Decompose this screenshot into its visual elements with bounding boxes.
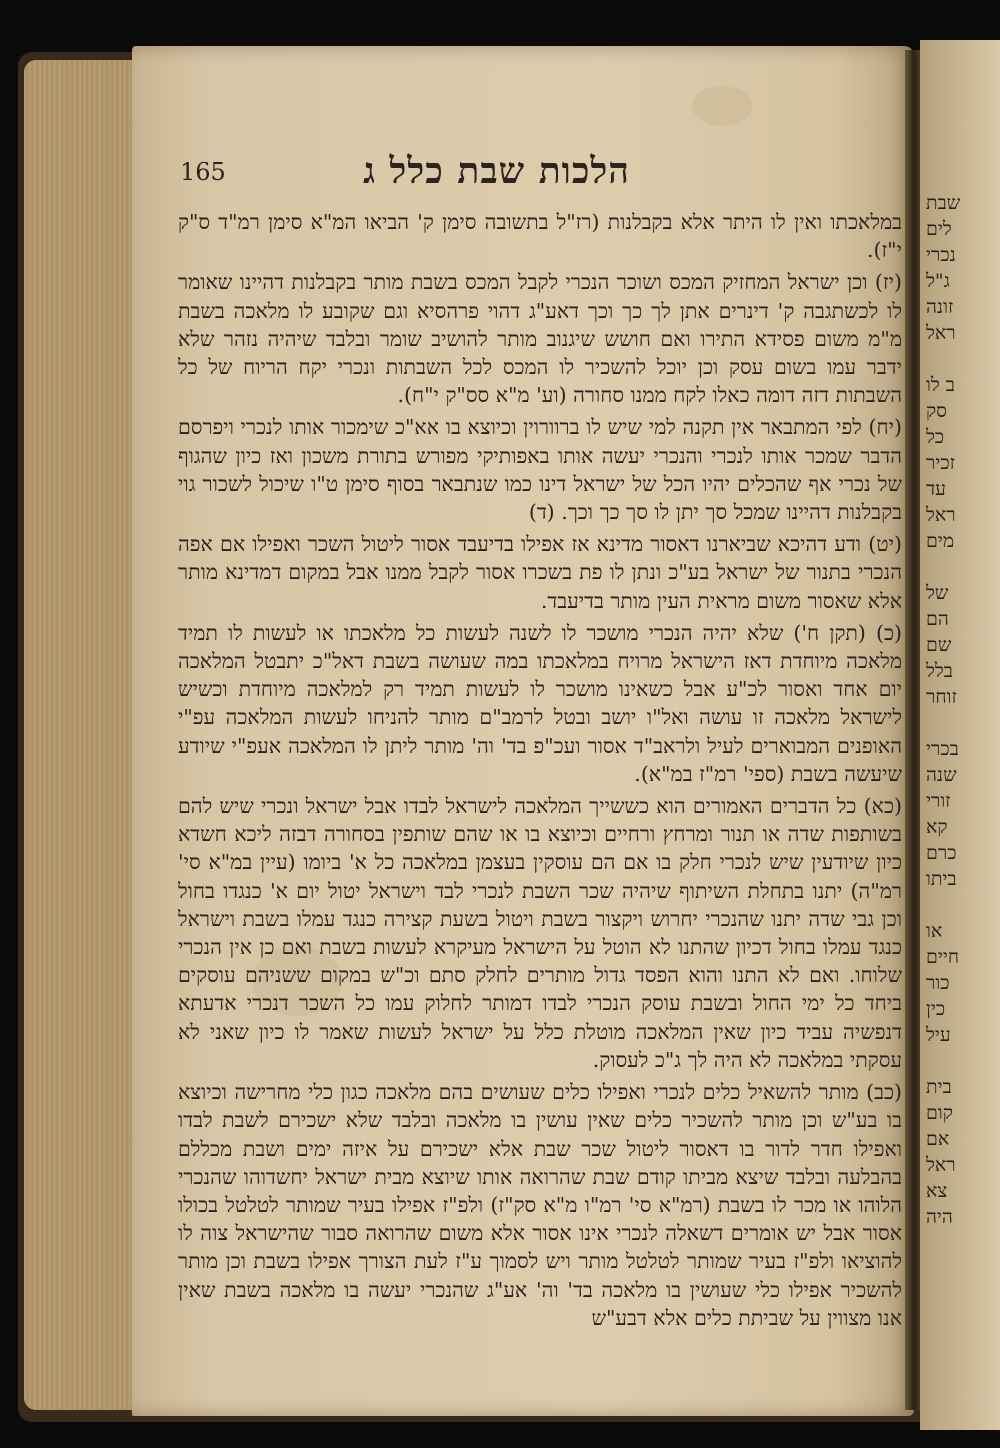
paragraph-19: (יט) ודע דהיכא שביארנו דאסור מדינא אז אפילו בדיעבד אסור ליטול השכר ואפילו אם אפה הנכרי בתנור של ישראל בע"כ ונתן לו פת בשכרו אסור לקבל ממנו אבל במקום דמדינא מותר אלא שאסור משום מראית העין מותר בדיעבד. [178,532,902,613]
adjacent-page-fragment: שנה [926,764,957,786]
adjacent-page-fragment [920,554,1000,580]
running-title: הלכות שבת כלל ג [363,150,630,192]
adjacent-page-fragment [920,1048,1000,1074]
adjacent-page-fragment: עד [926,478,946,500]
adjacent-page-fragment: סק [926,400,947,422]
scan-background [0,0,1000,40]
adjacent-page-fragment: אם [926,1128,950,1150]
adjacent-page-fragment: קום [926,1102,953,1124]
adjacent-page [920,40,1000,1430]
paragraph-22: (כב) מותר להשאיל כלים לנכרי ואפילו כלים שעושים בהם מלאכה כגון כלי מחרישה וכיוצא בו בע"ש וכן מותר להשכיר כלים שאין עושין בו מלאכה ובלבד שלא ישכירם לשבת לבדו ואפילו חדר לדור בו דאסור ליטול שכר שבת אלא ישכירם על איזה ימים ושבת מכללם בהבלעה ובלבד שיצא מביתו קודם שבת שהרואה אותו שיוצא מבית ישראל יחשדוהו שהנכרי הלוהו או מכר לו בשבת (רמ"א סי' רמ"ו מ"א סק"ז) ולפ"ז אפילו בעיר שמותר לטלטל בכולו אסור אבל יש אומרים דשאלה לנכרי אינו אסור אלא משום שהרואה סבור שהישראל צוה לו להוציאו ולפ"ז בעיר שמותר לטלטל מותר ויש לסמוך ע"ז לעת הצורך אפילו בשבת וכן מותר להשכיר אפילו כלי שעושין בו מלאכה בד' וה' אע"ג שהנכרי יעשה בו מלאכה בשבת שאין אנו מצווין על שביתת כלים אלא דבע"ש [178,1080,902,1330]
adjacent-page-fragment [920,892,1000,918]
page-header [180,150,880,200]
adjacent-page-fragment: ראל [926,1154,956,1176]
adjacent-page-fragment: שם [926,634,952,656]
body-text [178,208,902,1336]
adjacent-page-fragment: שבת [926,192,961,214]
paper-stain [692,86,752,126]
adjacent-page-fragment: הם [926,608,949,630]
adjacent-page-fragment: ראל [926,322,956,344]
adjacent-page-fragment: מים [926,530,955,552]
adjacent-page-text [920,40,1000,1230]
adjacent-page-fragment: זוחר [926,686,957,708]
adjacent-page-fragment: כל [926,426,945,448]
adjacent-page-fragment: בכרי [926,738,959,760]
paragraph-18: (יח) לפי המתבאר אין תקנה למי שיש לו ברוורוין וכיוצא בו אא"כ שימכור אותו לנכרי ויפרסם הדבר שמכר אותו לנכרי והנכרי יעשה אותו באפותיקי מפורש בתורת משכון ואז כיון שהגוף של נכרי אף שהכלים יהיו הכל של ישראל דינו כמו שנתבאר בסוף סימן ט"ו שיכול לשכור גוי בקבלנות דהיינו שמכל סך יתן לו סך כך וכך. (ד) [178,415,902,525]
adjacent-page-fragment: בית [926,1076,952,1098]
adjacent-page-fragment: ג"ל [926,270,950,292]
adjacent-page-fragment: כרם [926,842,957,864]
paragraph-21: (כא) כל הדברים האמורים הוא כששייך המלאכה לישראל לבדו אבל ישראל ונכרי שיש להם בשותפות שדה או תנור ומרחץ ורחיים וכיוצא בו או שהם שותפין בסחורה דבזה ליכא חשדא כיון שיודעין שיש לנכרי חלק בו אם הם עוסקין בעצמן במלאכה כל א' ביומו (עיין במ"א סי' רמ"ה) יתנו בתחלת השיתוף שיהיה שכר השבת לנכרי לבד וישראל יטול יום א' כנגדו בחול וכן גבי שדה יתנו שהנכרי יחרוש ויקצור בשבת ויטול בשעת קצירה כנגד עמלו בשבת וישראל כנגד עמלו בחול דכיון שהתנו לא הוטל על הישראל מעיקרא לעשות בשבת ואם כן אין הנכרי שלוחו. ואם לא התנו והוא הפסד גדול מותרים לחלק סתם וכ"ש במקום ששניהם עוסקים ביחד כל ימי החול ובשבת עוסק הנכרי לבדו דמותר לחלוק עמו כל השכר דנכרי אדעתא דנפשיה עביד כיון שאין המלאכה מוטלת כלל על ישראל לעשות שאמר לו כיון שאני לא עסקתי במלאכה לא היה לך ג"כ לעסוק. [178,794,903,1072]
adjacent-page-fragment: בלל [926,660,953,682]
adjacent-page-fragment: היה [926,1206,953,1228]
adjacent-page-fragment: זכיר [926,452,955,474]
adjacent-page-fragment [920,710,1000,736]
adjacent-page-fragment: כור [926,972,950,994]
adjacent-page-fragment: צא [926,1180,948,1202]
adjacent-page-fragment: ראל [926,504,956,526]
adjacent-page-fragment: או [926,920,943,942]
adjacent-page-fragment: ביתו [926,868,957,890]
page-number: 165 [180,158,226,186]
adjacent-page-fragment: לים [926,218,952,240]
adjacent-page-fragment: זורי [926,790,951,812]
paragraph-17: (יז) וכן ישראל המחזיק המכס ושוכר הנכרי לקבל המכס בשבת מותר בקבלנות דהיינו שאומר לו לכשתגבה ק' דינרים אתן לך כך וכך דאע"ג דהוי פרהסיא וגם שקובע לו מלאכה בשבת מ"מ משום פסידא התירו ואם חושש שיגנוב מותר להושיב שומר ובלבד שיהיה נזהר שלא ידבר עמו בשום עסק וכן יוכל להשכיר לו המכס לכל השבתות ונכרי יקח הריוח של כל השבתות דזה דומה כאלו לקח ממנו סחורה (וע' מ"א סס"ק י"ח). [178,270,902,408]
adjacent-page-fragment: של [926,582,949,604]
adjacent-page-fragment: כין [926,998,946,1020]
adjacent-page-fragment: חיים [926,946,960,968]
adjacent-page-fragment: נכרי [926,244,956,266]
paragraph-20: (כ) (תקן ח') שלא יהיה הנכרי מושכר לו לשנה לעשות כל מלאכתו או לעשות לו תמיד מלאכה מיוחדת דאז הישראל מרויח במלאכתו במה שעושה בשבת דאל"כ יתבטל המלאכה יום אחד ואסור לכ"ע אבל כשאינו מושכר לו לעשות תמיד רק למלאכה מיוחדת וכשיש לישראל מלאכה זו עושה ואל"ו יושב ובטל לרמב"ם מותר להניחו לעשות המלאכה עפ"י האופנים המבוארים לעיל ולראב"ד אסור ועכ"פ בד' וה' מותר ליתן לו המלאכה אעפ"י שיודע שיעשה בשבת (ספי' רמ"ז במ"א). [178,620,902,786]
adjacent-page-fragment [920,346,1000,372]
adjacent-page-fragment: קא [926,816,948,838]
adjacent-page-fragment: עיל [926,1024,951,1046]
adjacent-page-fragment: ב לו [926,374,955,396]
adjacent-page-fragment: זונה [926,296,954,318]
paragraph-continuation: במלאכתו ואין לו היתר אלא בקבלנות (רז"ל בתשובה סימן ק' הביאו המ"א סימן רמ"ד ס"ק י"ז). [178,210,902,263]
page-edges [24,60,136,1410]
